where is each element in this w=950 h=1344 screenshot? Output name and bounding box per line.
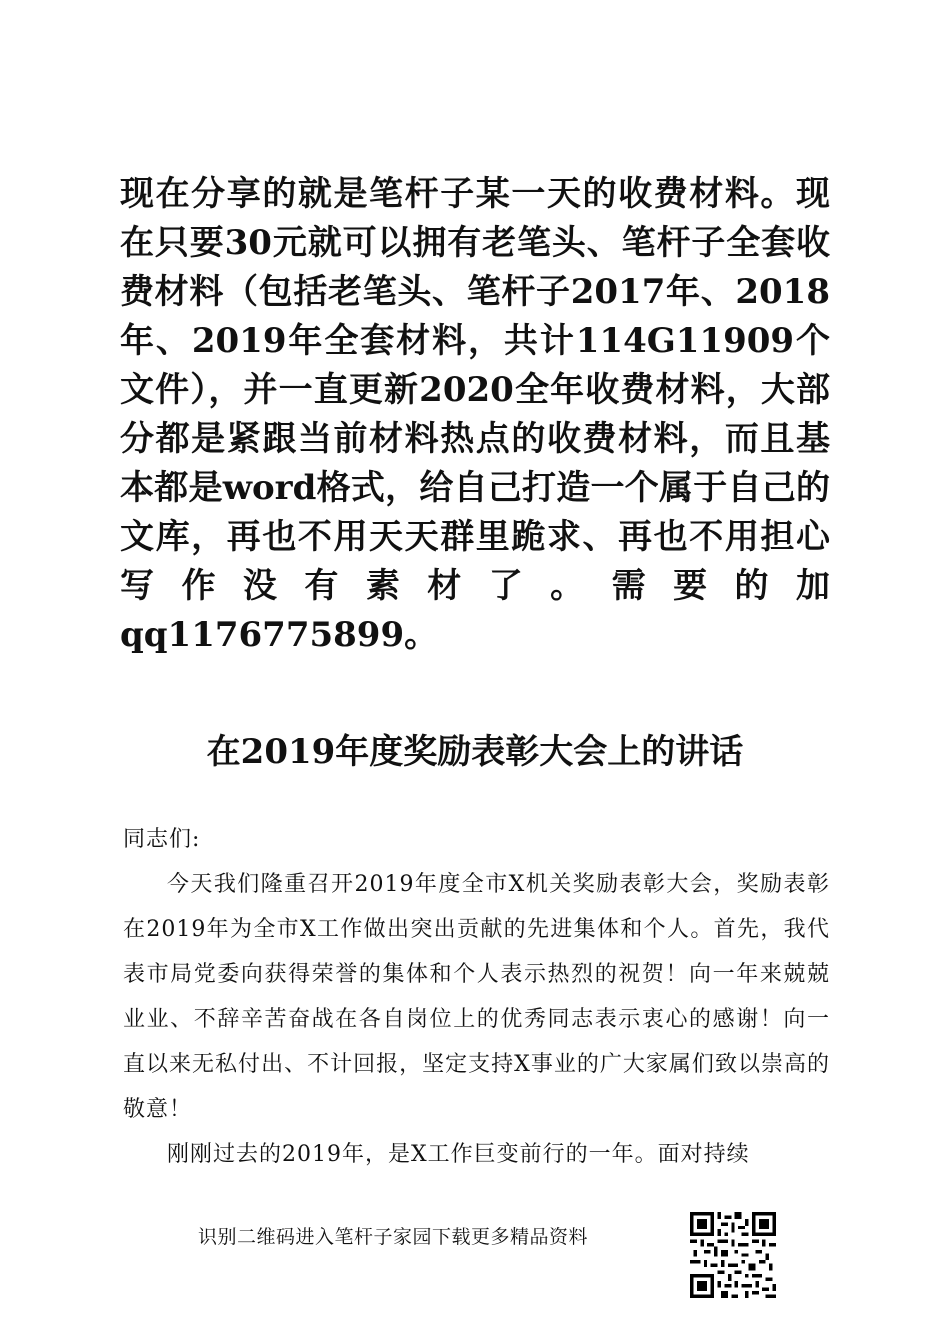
document-body [123, 817, 830, 1177]
qr-code-icon [690, 1212, 776, 1298]
body-paragraph: 今天我们隆重召开2019年度全市X机关奖励表彰大会，奖励表彰在2019年为全市X工作做出突出贡献的先进集体和个人。首先，我代表市局党委向获得荣誉的集体和个人表示热烈的祝贺！向一年来兢兢业业、不辞辛苦奋战在各自岗位上的优秀同志表示衷心的感谢！向一直以来无私付出、不计回报，坚定支持X事业的广大家属们致以崇高的敬意！ [123, 872, 830, 1122]
document-title: 在2019年度奖励表彰大会上的讲话 [206, 732, 744, 772]
salutation: 同志们: [123, 827, 201, 852]
footer-caption: 识别二维码进入笔杆子家园下载更多精品资料 [198, 1226, 589, 1248]
promo-paragraph: 现在分享的就是笔杆子某一天的收费材料。现在只要30元就可以拥有老笔头、笔杆子全套收费材料（包括老笔头、笔杆子2017年、2018年、2019年全套材料，共计114G11909个文件），并一直更新2020全年收费材料，大部分都是紧跟当前材料热点的收费材料，而且基本都是word格式，给自己打造一个属于自己的文库，再也不用天天群里跪求、再也不用担心写作没有素材了。需要的加qq1176775899。 [120, 174, 830, 655]
body-paragraph: 刚刚过去的2019年，是X工作巨变前行的一年。面对持续 [167, 1142, 750, 1167]
